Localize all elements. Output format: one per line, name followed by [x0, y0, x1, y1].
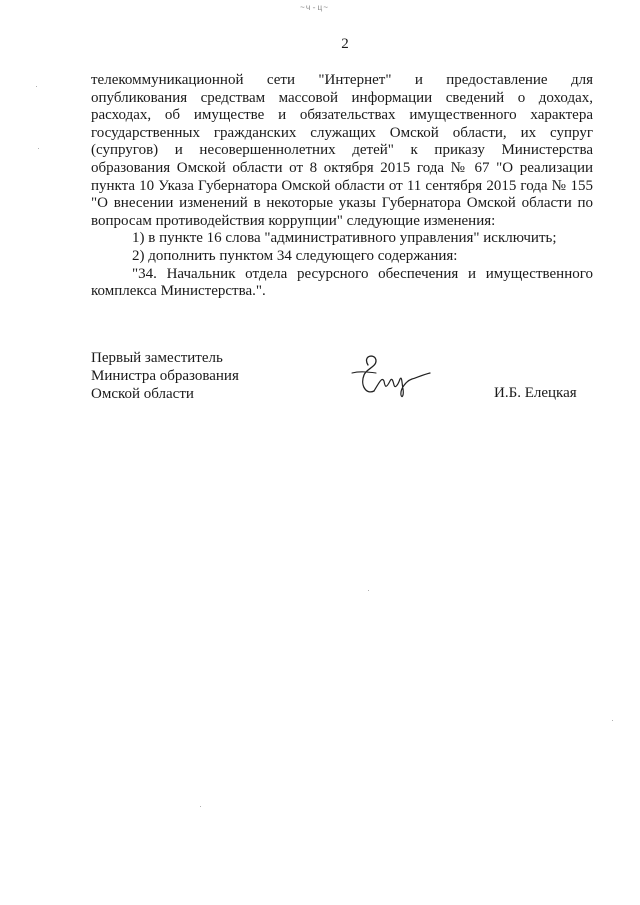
scan-speck [368, 590, 369, 591]
signer-name: И.Б. Елецкая [494, 385, 577, 401]
scan-speck [36, 86, 37, 87]
scan-speck [200, 806, 201, 807]
scan-mark: ~ч-ц~ [300, 4, 330, 13]
position-line-2: Министра образования [91, 368, 239, 384]
scan-speck [38, 148, 39, 149]
page-number: 2 [341, 36, 349, 52]
paragraph-item-2: 2) дополнить пунктом 34 следующего содержания: [132, 247, 458, 264]
position-line-1: Первый заместитель [91, 350, 223, 366]
paragraph-continuation: телекоммуникационной сети "Интернет" и предоставление для опубликования средствам массовой информации сведений о доходах, расходах, об имуществе и обязательствах имущественного характера государственных гражданских служащих Омской области, их супруг (супругов) и несовершеннолетних детей" к приказу Министерства образования Омской области от 8 октября 2015 года № 67 "О реализации пункта 10 Указа Губернатора Омской области от 11 сентября 2015 года № 155 "О внесении изменений в некоторые указы Губернатора Омской области по вопросам противодействия коррупции" следующие изменения: [91, 72, 593, 229]
position-line-3: Омской области [91, 386, 194, 402]
document-body [91, 72, 593, 301]
paragraph-item-1: 1) в пункте 16 слова "административного управления" исключить; [132, 230, 557, 247]
handwritten-signature [346, 351, 436, 401]
signatory-position [91, 349, 239, 403]
scan-speck [612, 720, 613, 721]
paragraph-quote-34: "34. Начальник отдела ресурсного обеспечения и имущественного комплекса Министерства.". [91, 265, 593, 300]
